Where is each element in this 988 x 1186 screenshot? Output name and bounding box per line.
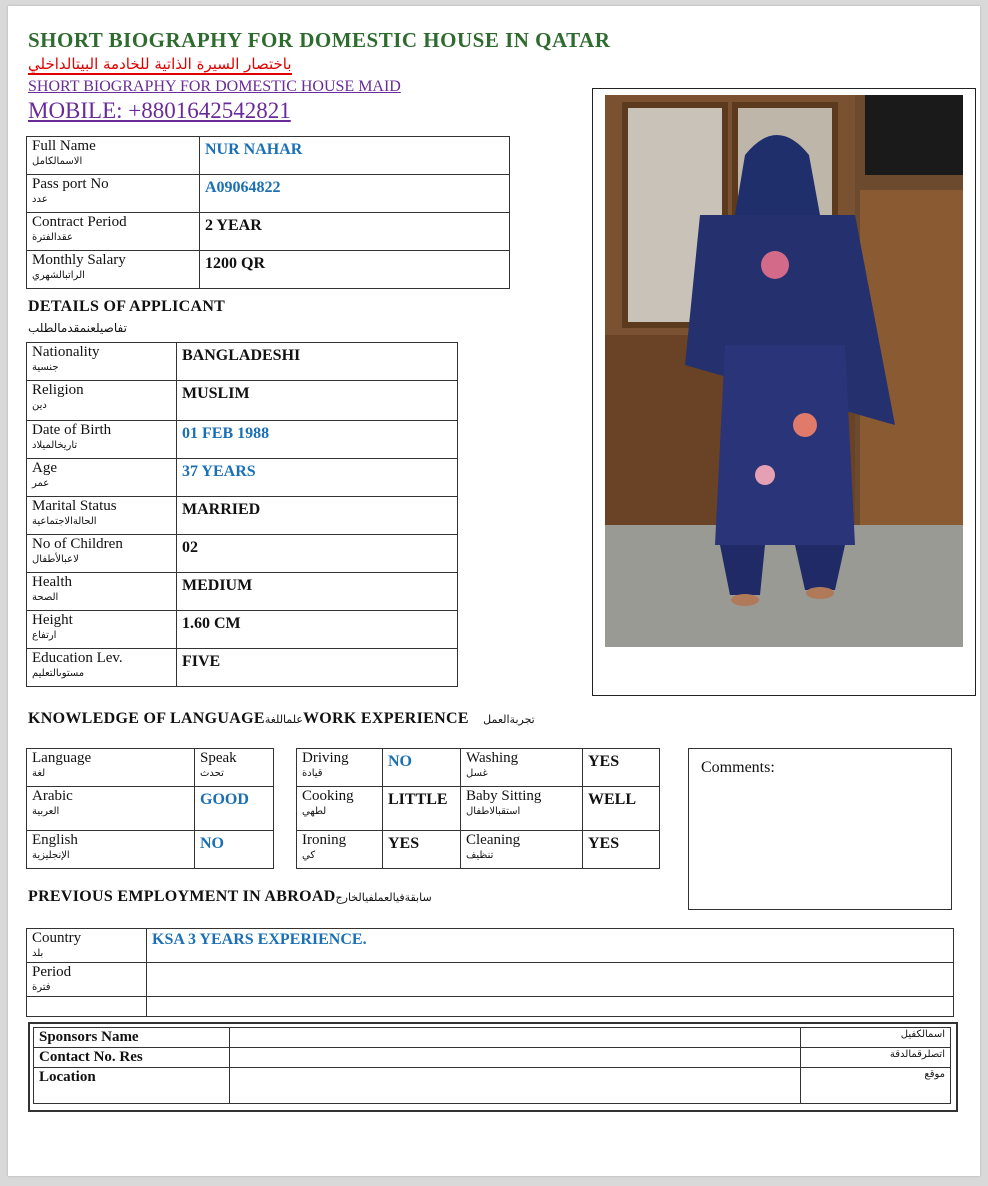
previous-employment-table bbox=[26, 928, 954, 1017]
period-value bbox=[147, 963, 954, 997]
table-row bbox=[27, 963, 954, 997]
column-header: Language bbox=[32, 750, 92, 766]
mobile-number: MOBILE: +8801642542821 bbox=[28, 98, 291, 123]
table-row bbox=[27, 459, 458, 497]
field-label-arabic: ارتفاع bbox=[32, 630, 57, 641]
ironing-value: YES bbox=[388, 835, 420, 852]
skill-label: Cleaning bbox=[466, 832, 521, 848]
marital-status-value: MARRIED bbox=[182, 501, 261, 518]
field-label: Monthly Salary bbox=[32, 252, 126, 268]
column-header: Speak bbox=[200, 750, 237, 766]
field-label-arabic: عدد bbox=[32, 194, 48, 205]
skill-label-arabic: استقبالاطفال bbox=[466, 806, 521, 817]
table-row bbox=[297, 749, 660, 787]
table-row bbox=[27, 573, 458, 611]
work-experience-heading: WORK EXPERIENCE bbox=[302, 710, 469, 727]
contract-table bbox=[26, 136, 510, 289]
field-label-arabic: عمر bbox=[32, 478, 50, 489]
sponsor-name-label: Sponsors Name bbox=[34, 1028, 230, 1048]
field-label-arabic: جنسية bbox=[32, 362, 59, 373]
language-table bbox=[26, 748, 274, 869]
location-label-arabic: موقع bbox=[801, 1068, 951, 1104]
contact-label: Contact No. Res bbox=[34, 1048, 230, 1068]
details-heading: DETAILS OF APPLICANT bbox=[28, 298, 226, 315]
knowledge-heading bbox=[28, 710, 535, 728]
skill-label-arabic: غسل bbox=[466, 768, 488, 779]
date-of-birth-value: 01 FEB 1988 bbox=[182, 425, 270, 442]
field-label: Age bbox=[32, 460, 57, 476]
period-label: Period bbox=[32, 964, 72, 980]
field-label: Contract Period bbox=[32, 214, 127, 230]
previous-employment-heading bbox=[28, 888, 432, 906]
table-row bbox=[27, 213, 510, 251]
language-label-arabic: العربية bbox=[32, 806, 60, 817]
sponsor-table bbox=[33, 1027, 951, 1104]
sponsor-box bbox=[28, 1022, 958, 1112]
document-subtitle: SHORT BIOGRAPHY FOR DOMESTIC HOUSE MAID bbox=[28, 78, 401, 95]
table-row bbox=[297, 787, 660, 831]
field-label: Religion bbox=[32, 382, 84, 398]
cleaning-value: YES bbox=[588, 835, 620, 852]
skill-label: Driving bbox=[302, 750, 349, 766]
country-label: Country bbox=[32, 930, 82, 946]
applicant-photo bbox=[605, 95, 963, 647]
knowledge-heading-text: KNOWLEDGE OF LANGUAGE bbox=[28, 710, 265, 727]
field-label-arabic: عقدالفترة bbox=[32, 232, 73, 243]
table-row bbox=[297, 831, 660, 869]
table-row bbox=[27, 997, 954, 1017]
field-label-arabic: مستوىالتعليم bbox=[32, 668, 85, 679]
field-label-arabic: دين bbox=[32, 400, 47, 411]
field-label-arabic: الاسمالكامل bbox=[32, 156, 83, 167]
salary-value: 1200 QR bbox=[205, 255, 265, 272]
location-label: Location bbox=[34, 1068, 230, 1104]
table-row bbox=[34, 1048, 951, 1068]
table-row bbox=[27, 831, 274, 869]
table-row bbox=[34, 1028, 951, 1048]
skill-label: Cooking bbox=[302, 788, 354, 804]
arabic-level-value: GOOD bbox=[200, 791, 249, 808]
skill-label-arabic: لطهي bbox=[302, 806, 327, 817]
empty-cell bbox=[27, 997, 147, 1017]
skill-label: Ironing bbox=[302, 832, 347, 848]
baby-sitting-value: WELL bbox=[588, 791, 637, 808]
age-value: 37 YEARS bbox=[182, 463, 256, 480]
column-header-arabic: تحدث bbox=[200, 768, 224, 779]
skill-label: Washing bbox=[466, 750, 519, 766]
field-label: Education Lev. bbox=[32, 650, 123, 666]
contract-period-value: 2 YEAR bbox=[205, 217, 262, 234]
country-value: KSA 3 YEARS EXPERIENCE. bbox=[152, 931, 367, 948]
field-label: Nationality bbox=[32, 344, 100, 360]
skills-table bbox=[296, 748, 660, 869]
details-heading-arabic: تفاصيلعنمقدمالطلب bbox=[28, 321, 127, 335]
location-field bbox=[230, 1068, 801, 1104]
table-row bbox=[34, 1068, 951, 1104]
table-row bbox=[27, 175, 510, 213]
field-label-arabic: الراتبالشهري bbox=[32, 270, 85, 281]
table-row bbox=[27, 137, 510, 175]
driving-value: NO bbox=[388, 753, 412, 770]
washing-value: YES bbox=[588, 753, 620, 770]
nationality-value: BANGLADESHI bbox=[182, 347, 301, 364]
height-value: 1.60 CM bbox=[182, 615, 241, 632]
field-label: Height bbox=[32, 612, 73, 628]
knowledge-heading-arabic: علماللغة bbox=[264, 713, 303, 726]
table-row bbox=[27, 649, 458, 687]
full-name-value: NUR NAHAR bbox=[205, 141, 303, 158]
work-experience-heading-arabic: تجربةالعمل bbox=[483, 713, 535, 726]
table-row bbox=[27, 611, 458, 649]
religion-value: MUSLIM bbox=[182, 385, 250, 402]
field-label-arabic: لاعبالأطفال bbox=[32, 554, 79, 565]
previous-employment-heading-text: PREVIOUS EMPLOYMENT IN ABROAD bbox=[28, 888, 336, 905]
skill-label-arabic: كي bbox=[302, 850, 316, 861]
empty-cell bbox=[147, 997, 954, 1017]
field-label: Marital Status bbox=[32, 498, 117, 514]
document-title: SHORT BIOGRAPHY FOR DOMESTIC HOUSE IN QATAR bbox=[28, 28, 611, 52]
sponsor-name-field bbox=[230, 1028, 801, 1048]
field-label: No of Children bbox=[32, 536, 123, 552]
table-row bbox=[27, 749, 274, 787]
table-row bbox=[27, 343, 458, 381]
field-label: Pass port No bbox=[32, 176, 109, 192]
applicant-photo-frame bbox=[592, 88, 976, 696]
table-row bbox=[27, 381, 458, 421]
field-label: Health bbox=[32, 574, 72, 590]
skill-label-arabic: تنظيف bbox=[466, 850, 494, 861]
sponsor-name-label-arabic: اسمالكفيل bbox=[801, 1028, 951, 1048]
comments-label: Comments: bbox=[701, 759, 775, 776]
children-value: 02 bbox=[182, 539, 198, 556]
field-label: Date of Birth bbox=[32, 422, 112, 438]
document-title-arabic: باختصار السيرة الذاتية للخادمة البيتالداخلي bbox=[28, 55, 292, 73]
field-label-arabic: الحالةالاجتماعية bbox=[32, 516, 97, 527]
field-label: Full Name bbox=[32, 138, 96, 154]
period-label-arabic: فترة bbox=[32, 982, 51, 993]
passport-value: A09064822 bbox=[205, 179, 281, 196]
english-level-value: NO bbox=[200, 835, 224, 852]
table-row bbox=[27, 497, 458, 535]
health-value: MEDIUM bbox=[182, 577, 253, 594]
column-header-arabic: لغة bbox=[32, 768, 46, 779]
skill-label-arabic: قيادة bbox=[302, 768, 323, 779]
language-label-arabic: الإنجليزية bbox=[32, 850, 70, 861]
table-row bbox=[27, 535, 458, 573]
table-row bbox=[27, 787, 274, 831]
education-value: FIVE bbox=[182, 653, 221, 670]
cooking-value: LITTLE bbox=[388, 791, 448, 808]
previous-employment-heading-arabic: سابقةفيالعملفيالخارج bbox=[335, 891, 432, 904]
document-page bbox=[8, 6, 980, 1176]
table-row bbox=[27, 929, 954, 963]
country-label-arabic: بلد bbox=[32, 948, 44, 959]
field-label-arabic: تاريخالميلاد bbox=[32, 440, 78, 451]
table-row bbox=[27, 251, 510, 289]
skill-label: Baby Sitting bbox=[466, 788, 542, 804]
contact-field bbox=[230, 1048, 801, 1068]
table-row bbox=[27, 421, 458, 459]
language-label: Arabic bbox=[32, 788, 73, 804]
details-table bbox=[26, 342, 458, 687]
field-label-arabic: الصحة bbox=[32, 592, 59, 603]
contact-label-arabic: اتصلرقمالدقة bbox=[801, 1048, 951, 1068]
language-label: English bbox=[32, 832, 78, 848]
comments-box bbox=[688, 748, 952, 910]
